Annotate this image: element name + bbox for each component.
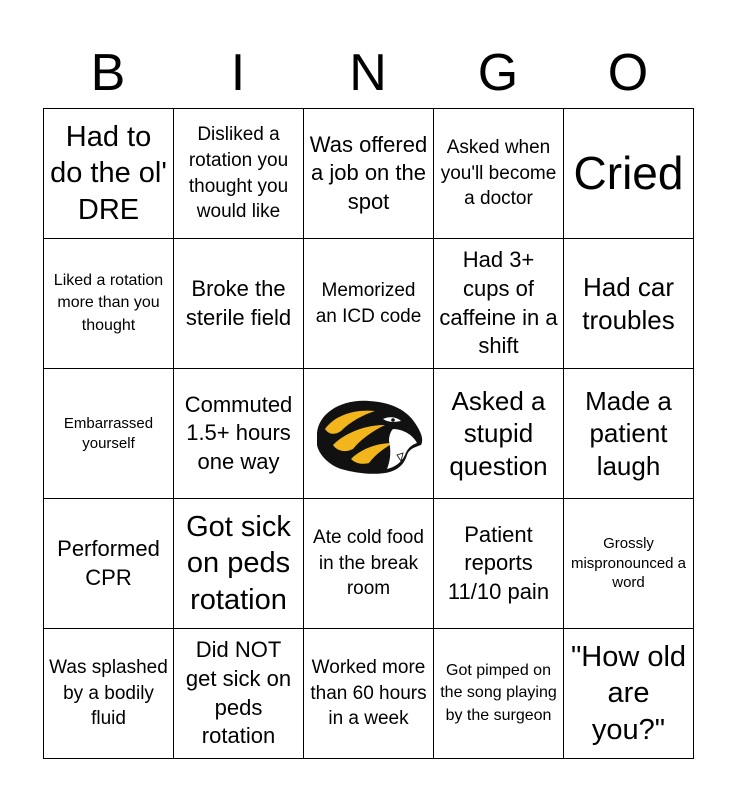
board-row xyxy=(44,629,694,759)
board-row xyxy=(44,239,694,369)
bingo-header xyxy=(43,38,693,108)
bingo-cell[interactable]: Memorized an ICD code xyxy=(304,239,434,369)
bingo-cell[interactable]: Asked a stupid question xyxy=(434,369,564,499)
bingo-cell[interactable]: Was splashed by a bodily fluid xyxy=(44,629,174,759)
bingo-cell[interactable]: Broke the sterile field xyxy=(174,239,304,369)
bingo-cell[interactable]: Did NOT get sick on peds rotation xyxy=(174,629,304,759)
header-letter-o: O xyxy=(607,44,649,102)
bingo-cell[interactable]: Had 3+ cups of caffeine in a shift xyxy=(434,239,564,369)
bingo-cell[interactable]: Disliked a rotation you thought you would like xyxy=(174,109,304,239)
bingo-board xyxy=(43,108,694,759)
bingo-cell[interactable]: Performed CPR xyxy=(44,499,174,629)
bingo-cell[interactable]: Had car troubles xyxy=(564,239,694,369)
board-row xyxy=(44,369,694,499)
bingo-cell[interactable]: Liked a rotation more than you thought xyxy=(44,239,174,369)
bingo-cell[interactable]: Worked more than 60 hours in a week xyxy=(304,629,434,759)
bingo-cell[interactable]: Was offered a job on the spot xyxy=(304,109,434,239)
bingo-cell[interactable]: Patient reports 11/10 pain xyxy=(434,499,564,629)
header-letter-b: B xyxy=(90,44,126,102)
header-letter-n: N xyxy=(349,44,387,102)
bingo-cell[interactable]: Got pimped on the song playing by the surgeon xyxy=(434,629,564,759)
bingo-cell[interactable]: Had to do the ol' DRE xyxy=(44,109,174,239)
bingo-cell[interactable]: Embarrassed yourself xyxy=(44,369,174,499)
free-space-cell[interactable] xyxy=(304,369,434,499)
bingo-cell[interactable]: "How old are you?" xyxy=(564,629,694,759)
bingo-cell[interactable]: Got sick on peds rotation xyxy=(174,499,304,629)
bingo-cell[interactable]: Made a patient laugh xyxy=(564,369,694,499)
header-letter-i: I xyxy=(230,44,246,102)
tiger-mascot-icon xyxy=(311,389,427,479)
bingo-cell[interactable]: Commuted 1.5+ hours one way xyxy=(174,369,304,499)
board-row xyxy=(44,109,694,239)
board-row xyxy=(44,499,694,629)
bingo-cell[interactable]: Asked when you'll become a doctor xyxy=(434,109,564,239)
header-letter-g: G xyxy=(477,44,519,102)
bingo-cell[interactable]: Ate cold food in the break room xyxy=(304,499,434,629)
bingo-cell[interactable]: Cried xyxy=(564,109,694,239)
bingo-cell[interactable]: Grossly mispronounced a word xyxy=(564,499,694,629)
